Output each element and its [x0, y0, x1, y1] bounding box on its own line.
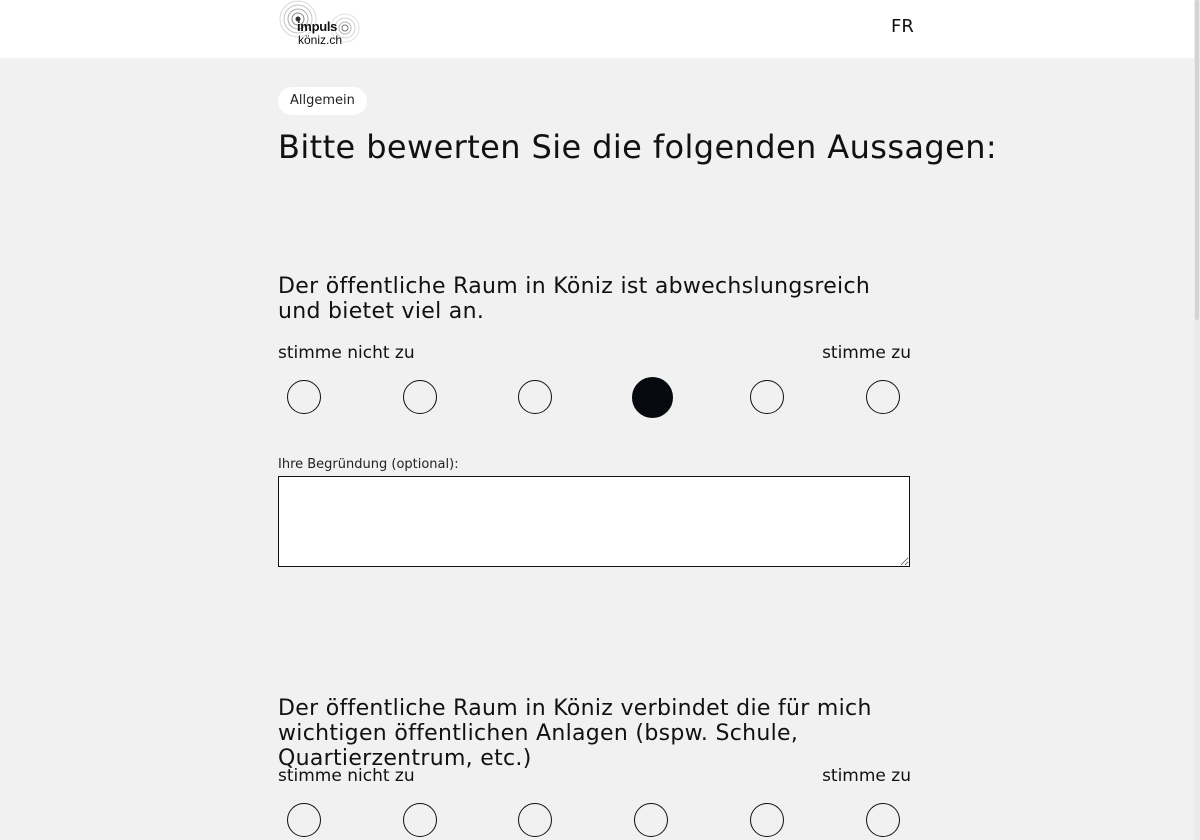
- question-1-reason-label: Ihre Begründung (optional):: [278, 457, 459, 472]
- question-1-scale-agree-label: stimme zu: [822, 343, 911, 363]
- question-2-scale-agree-label: stimme zu: [822, 766, 911, 786]
- question-1-option-6[interactable]: [866, 380, 900, 414]
- question-2-option-1[interactable]: [287, 803, 321, 837]
- logo-text-impuls: impuls: [297, 19, 338, 34]
- question-2-text: Der öffentliche Raum in Köniz verbindet die für mich wichtigen öffentlichen Anlagen (bspw. Schule, Quartierzentrum, etc.): [278, 696, 872, 771]
- question-1-text: Der öffentliche Raum in Köniz ist abwechslungsreich und bietet viel an.: [278, 274, 871, 324]
- question-2-option-6[interactable]: [866, 803, 900, 837]
- page-title: Bitte bewerten Sie die folgenden Aussagen:: [278, 128, 998, 166]
- scrollbar-thumb[interactable]: [1195, 0, 1199, 320]
- question-2-option-5[interactable]: [750, 803, 784, 837]
- question-2-option-2[interactable]: [403, 803, 437, 837]
- question-1-option-2[interactable]: [403, 380, 437, 414]
- question-1-scale-disagree-label: stimme nicht zu: [278, 343, 415, 363]
- question-1-option-4[interactable]: [632, 377, 673, 418]
- category-badge: Allgemein: [278, 87, 367, 115]
- question-1-option-5[interactable]: [750, 380, 784, 414]
- site-header: [0, 0, 1194, 58]
- question-2-option-3[interactable]: [518, 803, 552, 837]
- language-switch-fr[interactable]: FR: [891, 16, 914, 37]
- impuls-koniz-logo[interactable]: [278, 0, 362, 52]
- page-scrollbar[interactable]: [1194, 0, 1200, 840]
- question-1-reason-input[interactable]: [278, 476, 910, 567]
- logo-text-koniz: köniz.ch: [298, 33, 343, 47]
- question-1-option-3[interactable]: [518, 380, 552, 414]
- question-2-option-4[interactable]: [634, 803, 668, 837]
- question-2-scale-disagree-label: stimme nicht zu: [278, 766, 415, 786]
- question-1-option-1[interactable]: [287, 380, 321, 414]
